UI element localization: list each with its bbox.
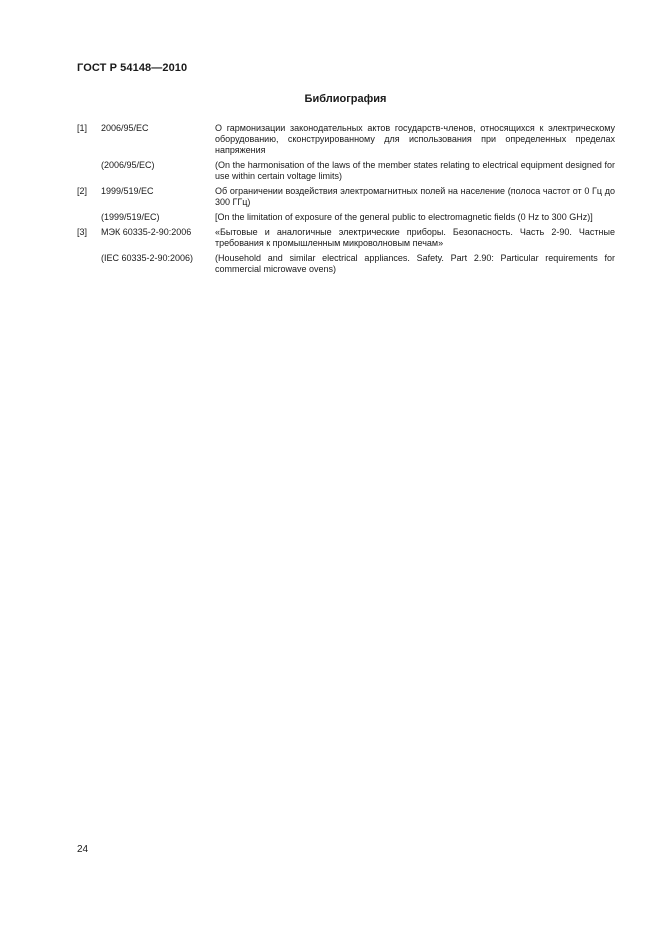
entry-description: О гармонизации законодательных актов государств-членов, относящихся к электрическому оборудованию, сконструированному для использования при определенных пределах напряжения — [215, 123, 615, 155]
bibliography-entry-3-translation — [77, 253, 615, 275]
bibliography-entry-1 — [77, 123, 615, 156]
entry-code: 2006/95/EC — [101, 123, 149, 133]
bibliography-entry-3 — [77, 227, 615, 249]
entry-description: Об ограничении воздействия электромагнитных полей на население (полоса частот от 0 Гц до 300 ГГц) — [215, 186, 615, 207]
standard-id: ГОСТ Р 54148—2010 — [77, 62, 188, 74]
bibliography-entry-2-translation — [77, 212, 615, 223]
section-title: Библиография — [304, 93, 387, 105]
entry-number: [2] — [77, 186, 88, 196]
entry-translation-code: (IEC 60335-2-90:2006) — [101, 253, 194, 263]
entry-translation: [On the limitation of exposure of the general public to electromagnetic fields (0 Hz to 300 GHz)] — [215, 212, 593, 222]
entry-description: «Бытовые и аналогичные электрические приборы. Безопасность. Часть 2-90. Частные требования к промышленным микроволновым печам» — [215, 227, 615, 248]
entry-code: 1999/519/EC — [101, 186, 154, 196]
page-number: 24 — [77, 844, 89, 855]
bibliography-list — [77, 123, 615, 275]
entry-code: МЭК 60335-2-90:2006 — [101, 227, 192, 237]
bibliography-entry-1-translation — [77, 160, 615, 182]
entry-translation: (Household and similar electrical appliances. Safety. Part 2.90: Particular requirements for commercial microwave ovens) — [215, 253, 615, 274]
entry-translation-code: (2006/95/EC) — [101, 160, 155, 170]
entry-translation: (On the harmonisation of the laws of the member states relating to electrical equipment designed for use within certain voltage limits) — [215, 160, 615, 181]
bibliography-entry-2 — [77, 186, 615, 208]
entry-number: [3] — [77, 227, 88, 237]
entry-translation-code: (1999/519/EC) — [101, 212, 160, 222]
entry-number: [1] — [77, 123, 88, 133]
